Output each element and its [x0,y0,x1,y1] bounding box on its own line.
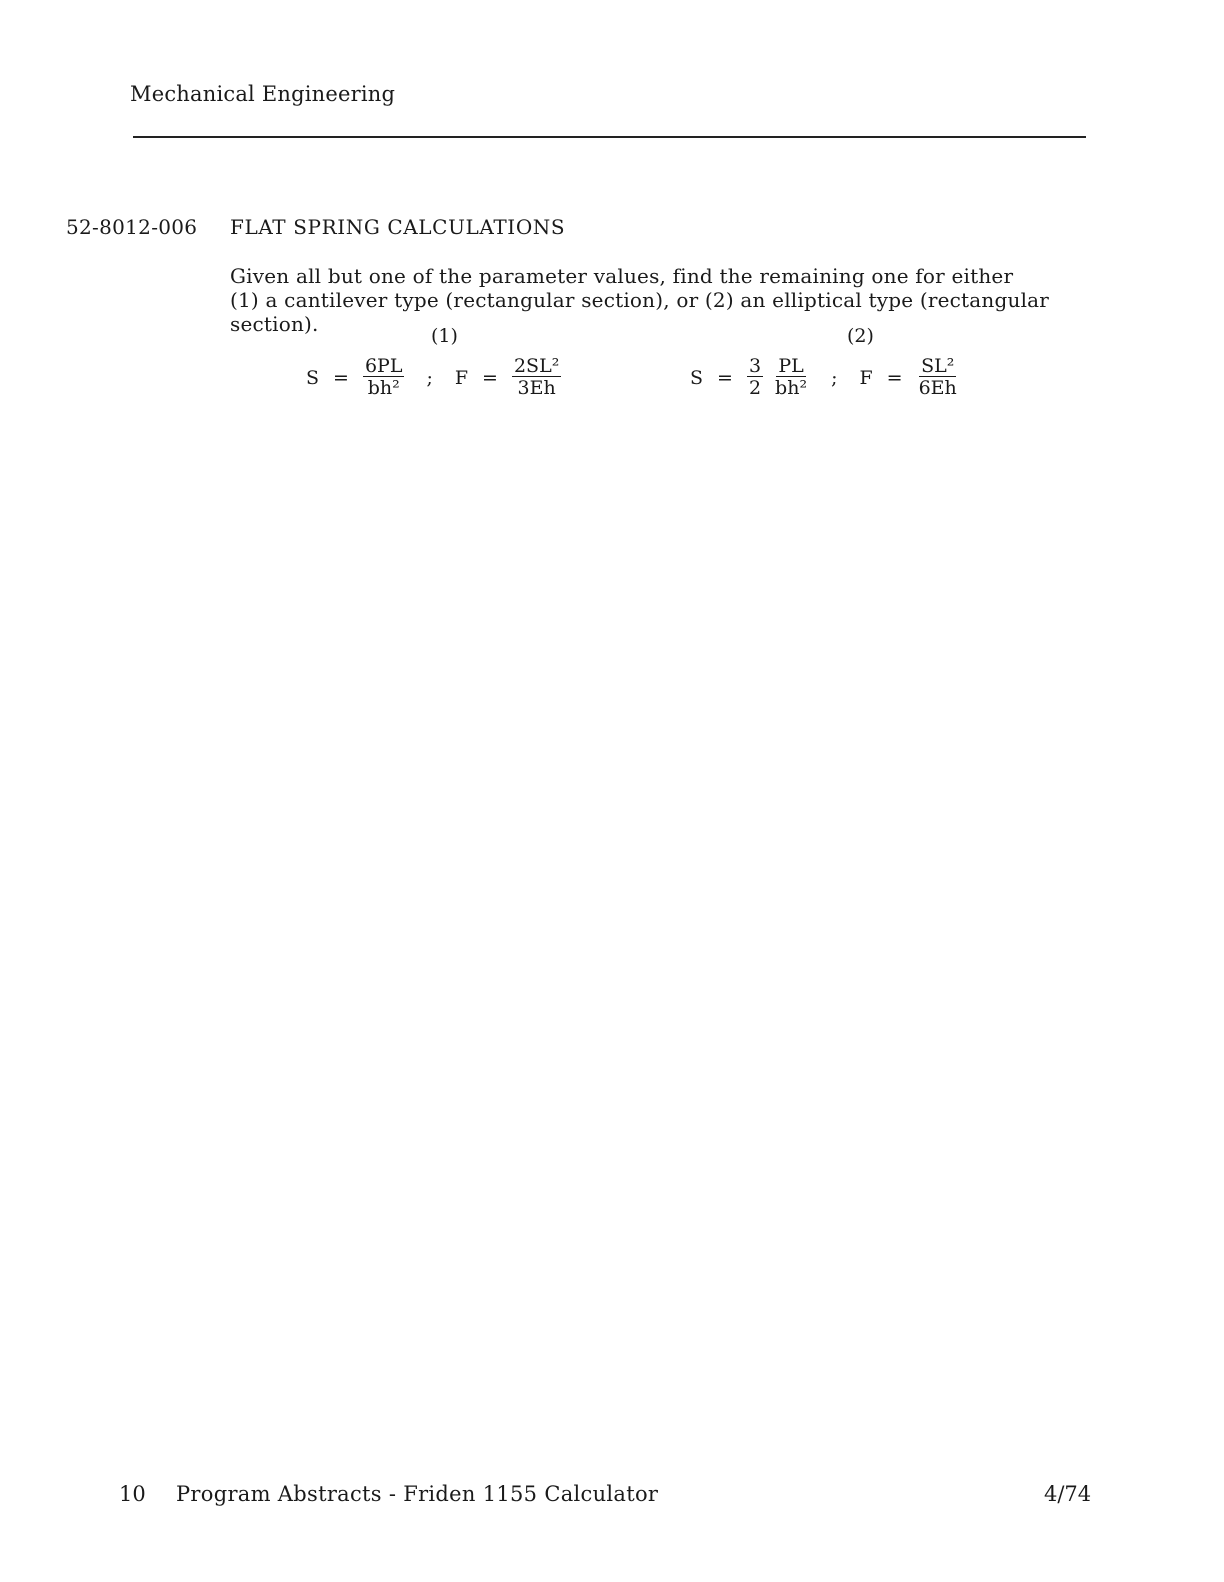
description-line: (1) a cantilever type (rectangular section), or (2) an elliptical type (rectangular [230,288,1050,312]
formula-separator: ; [831,366,838,389]
deflection-symbol: F [454,366,469,389]
fraction-denominator: bh² [367,377,400,399]
description-line: Given all but one of the parameter values, find the remaining one for either [230,264,1014,288]
program-id: 52-8012-006 [66,215,198,239]
equals-sign: = [717,366,733,389]
fraction-numerator: SL² [921,355,955,377]
fraction-denominator: 2 [748,377,762,399]
fraction-numerator: 2SL² [513,355,560,377]
deflection-symbol: F [859,366,873,389]
stress-symbol: S [306,366,320,389]
equals-sign: = [333,366,349,389]
description-line: section). [230,312,319,336]
deflection-fraction [917,356,959,399]
formula-separator: ; [426,366,433,389]
fraction-numerator: PL [778,355,804,377]
equals-sign: = [886,366,903,389]
deflection-fraction [512,356,561,399]
stress-fraction [363,356,405,399]
publication-date: 4/74 [1044,1482,1092,1506]
header-divider [133,136,1086,138]
coefficient-fraction [747,356,763,399]
publication-title: Program Abstracts - Friden 1155 Calculator [176,1482,659,1506]
fraction-denominator: bh² [775,377,808,399]
fraction-denominator: 6Eh [918,377,957,399]
equals-sign: = [482,366,498,389]
section-header: Mechanical Engineering [130,82,396,106]
fraction-numerator: 3 [748,355,762,377]
case-label-cantilever: (1) [431,325,458,347]
program-description [230,264,1100,336]
formula-row-elliptical [690,356,959,399]
page-number: 10 [119,1482,146,1506]
formula-row-cantilever [306,356,561,399]
stress-symbol: S [690,366,704,389]
stress-fraction [773,356,809,399]
program-title: FLAT SPRING CALCULATIONS [230,215,566,239]
fraction-denominator: 3Eh [517,377,556,399]
case-label-elliptical: (2) [847,325,874,347]
fraction-numerator: 6PL [364,355,403,377]
